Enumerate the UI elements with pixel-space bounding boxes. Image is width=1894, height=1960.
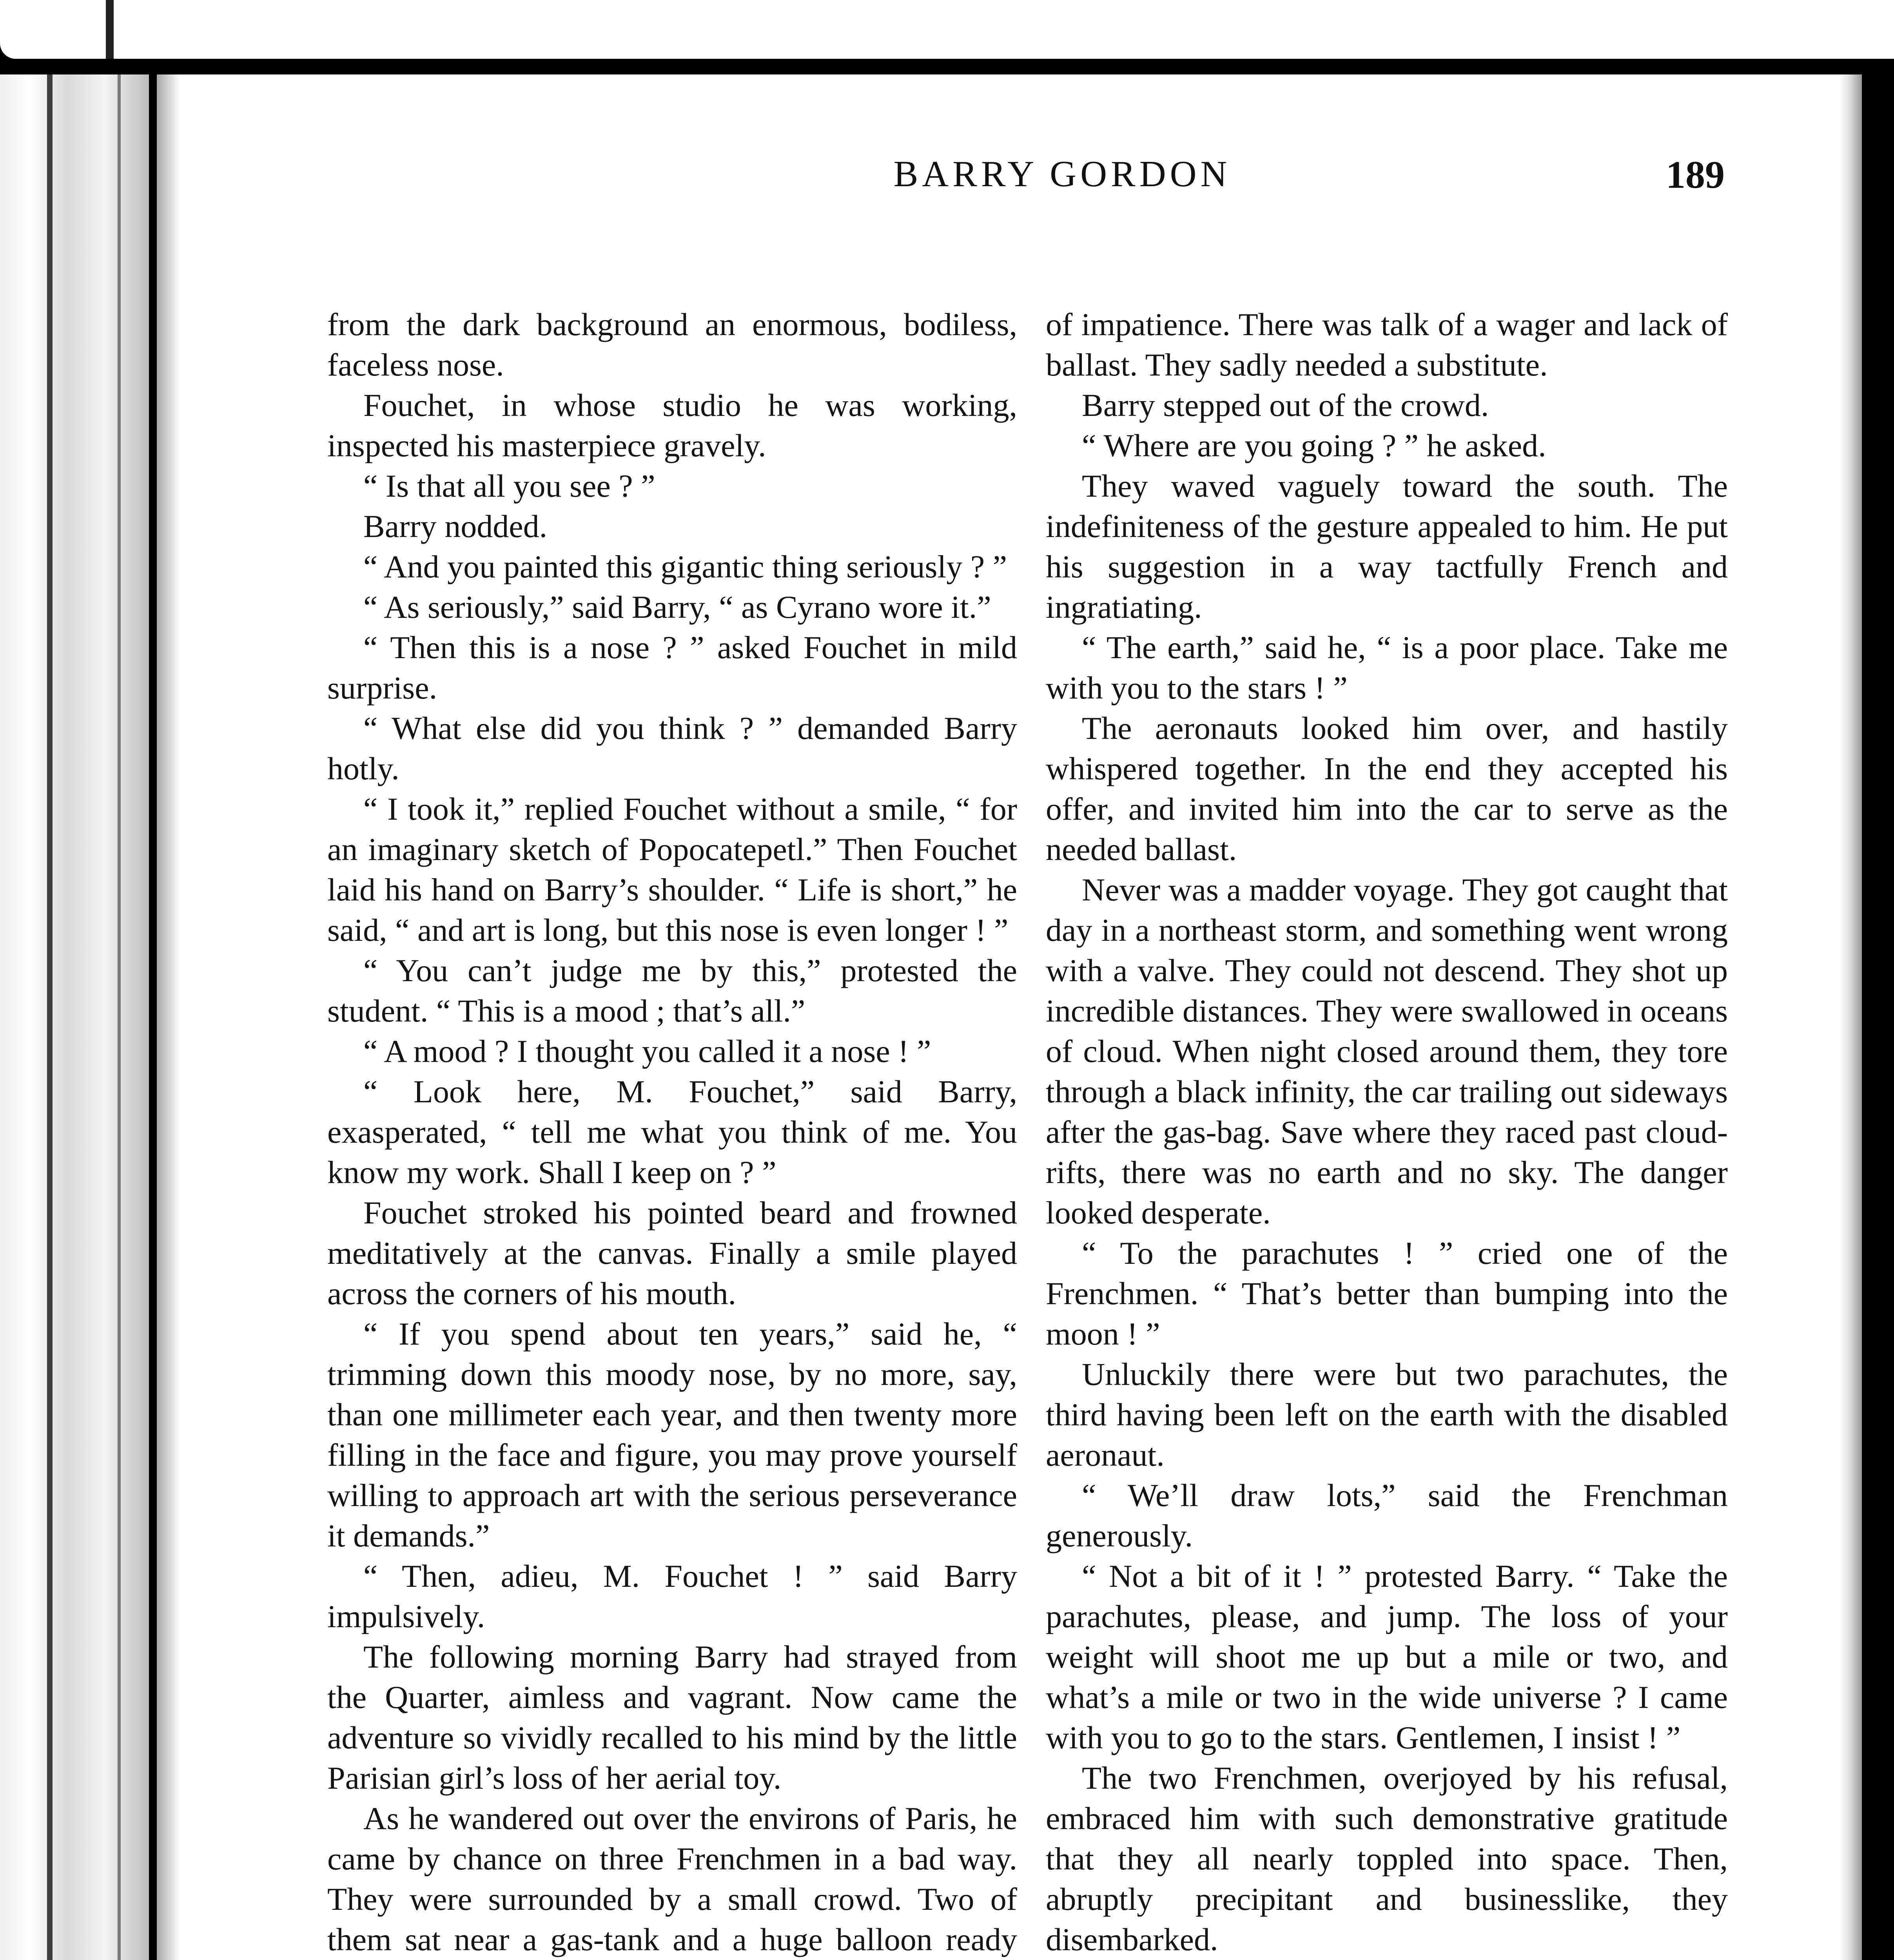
paragraph: “ If you spend about ten years,” said he, “ trimming down this moody nose, by no more, say, than one millimeter each year, and then twenty more filling in the face and figure, you may prove yourself willing to approach art with the serious perseverance it demands.”: [327, 1316, 1017, 1553]
page-fore-edge: [1838, 74, 1862, 1960]
right-column: [1046, 304, 1728, 1960]
top-page-edge: [0, 0, 1894, 59]
paragraph: “ A mood ? I thought you called it a nose ! ”: [363, 1033, 931, 1069]
paragraph: “ Not a bit of it ! ” protested Barry. “ Take the parachutes, please, and jump. The loss of your weight will shoot me up but a mile or two, and what’s a mile or two in the wide universe ? I came with you to go to the stars. Gentlemen, I insist ! ”: [1046, 1558, 1728, 1755]
paragraph: Barry stepped out of the crowd.: [1082, 387, 1489, 423]
paragraph: “ I took it,” replied Fouchet without a smile, “ for an imaginary sketch of Popocatepetl.” Then Fouchet laid his hand on Barry’s shoulder. “ Life is short,” he said, “ and art is long, but this nose is even longer ! ”: [327, 791, 1017, 948]
paragraph: “ We’ll draw lots,” said the Frenchman generously.: [1046, 1477, 1728, 1553]
paragraph: “ Where are you going ? ” he asked.: [1082, 428, 1546, 463]
paragraph: Unluckily there were but two parachutes, the third having been left on the earth with the disabled aeronaut.: [1046, 1356, 1728, 1473]
paragraph: They waved vaguely toward the south. The indefiniteness of the gesture appealed to him. He put his suggestion in a way tactfully French and ingratiating.: [1046, 468, 1728, 625]
paragraph: The aeronauts looked him over, and hastily whispered together. In the end they accepted his offer, and invited him into the car to serve as the needed ballast.: [1046, 710, 1728, 867]
paragraph: “ Look here, M. Fouchet,” said Barry, exasperated, “ tell me what you think of me. You know my work. Shall I keep on ? ”: [327, 1074, 1017, 1190]
paragraph: “ Is that all you see ? ”: [363, 468, 655, 504]
running-title: BARRY GORDON: [893, 154, 1231, 194]
page-number: 189: [1666, 153, 1725, 196]
paragraph: Never was a madder voyage. They got caught that day in a northeast storm, and something went wrong with a valve. They could not descend. They shot up incredible distances. They were swallowed in oceans of cloud. When night closed around them, they tore through a black infinity, the car trailing out sideways after the gas-bag. Save where they raced past cloud-rifts, there was no earth and no sky. The danger looked desperate.: [1046, 872, 1728, 1230]
paragraph: “ What else did you think ? ” demanded Barry hotly.: [327, 710, 1017, 786]
paragraph: from the dark background an enormous, bodiless, faceless nose.: [327, 307, 1017, 383]
paragraph: “ To the parachutes ! ” cried one of the Frenchmen. “ That’s better than bumping into the moon ! ”: [1046, 1235, 1728, 1352]
paragraph: Fouchet, in whose studio he was working, inspected his masterpiece gravely.: [327, 387, 1017, 463]
paragraph: As he wandered out over the environs of Paris, he came by chance on three Frenchmen in a bad way. They were surrounded by a small crowd. Two of them sat near a gas-tank and a huge balloon ready: [327, 1800, 1017, 1957]
paragraph: The following morning Barry had strayed from the Quarter, aimless and vagrant. Now came the adventure so vividly recalled to his mind by the little Parisian girl’s loss of her aerial toy.: [327, 1639, 1017, 1796]
paragraph: “ Then this is a nose ? ” asked Fouchet in mild surprise.: [327, 630, 1017, 706]
paragraph: “ And you painted this gigantic thing seriously ? ”: [363, 549, 1007, 584]
paragraph: “ Then, adieu, M. Fouchet ! ” said Barry impulsively.: [327, 1558, 1017, 1634]
paragraph: Barry nodded.: [363, 508, 548, 544]
left-column: [327, 304, 1017, 1960]
paragraph: “ You can’t judge me by this,” protested the student. “ This is a mood ; that’s all.”: [327, 953, 1017, 1029]
paragraph: Fouchet stroked his pointed beard and frowned meditatively at the canvas. Finally a smile played across the corners of his mouth.: [327, 1195, 1017, 1311]
paragraph: of impatience. There was talk of a wager and lack of ballast. They sadly needed a substitute.: [1046, 307, 1728, 383]
paragraph: The two Frenchmen, overjoyed by his refusal, embraced him with such demonstrative gratitude that they all nearly toppled into space. Then, abruptly precipitant and businesslike, they disembarked.: [1046, 1760, 1728, 1957]
paragraph: “ As seriously,” said Barry, “ as Cyrano wore it.”: [363, 589, 991, 625]
paragraph: “ The earth,” said he, “ is a poor place. Take me with you to the stars ! ”: [1046, 630, 1728, 706]
book-binding: [0, 74, 149, 1960]
